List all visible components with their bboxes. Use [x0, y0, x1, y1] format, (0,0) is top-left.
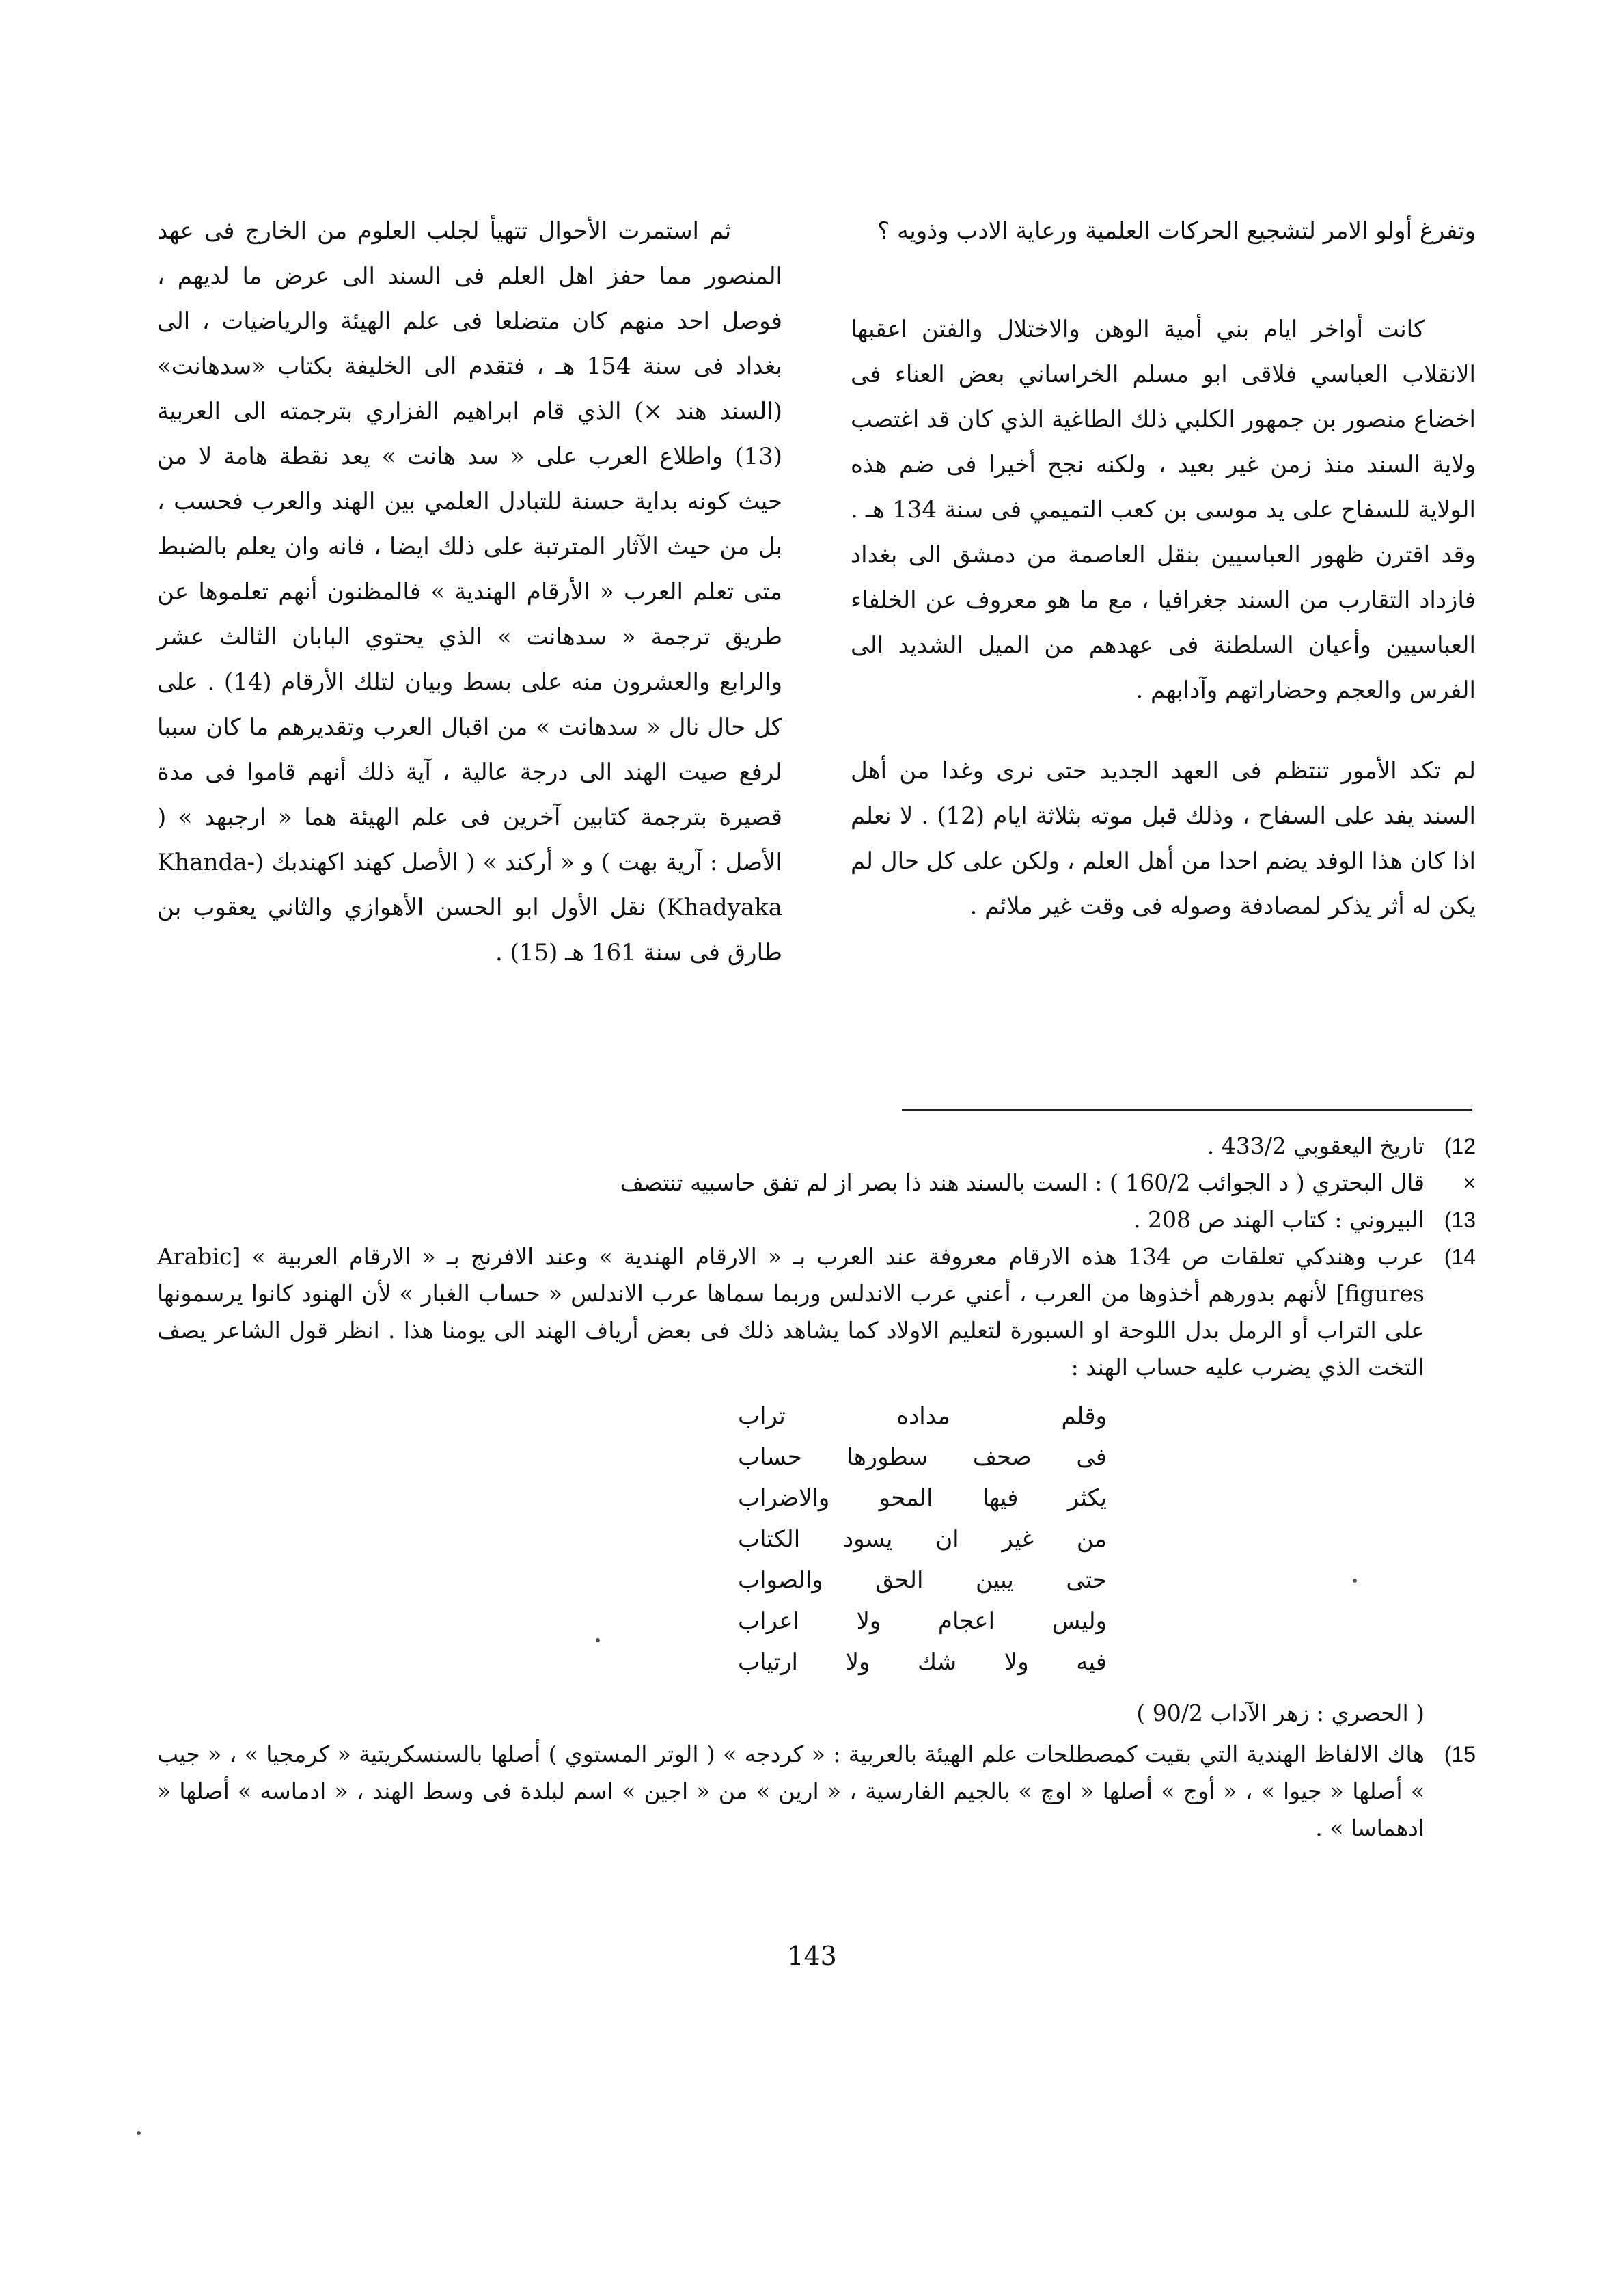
footnote-text: عرب وهندكي تعلقات ص 134 هذه الارقام معروفة عند العرب بـ « الارقام الهندية » وعند الافرنج بـ « الارقام العربية » [Arabic figures] لأنهم بدورهم أخذوها من العرب ، أعني عرب الاندلس وربما سماها عرب الاندلس « حساب الغبار » لأن الهنود كانوا يرسمونها على التراب أو الرمل بدل اللوحة او السبورة لتعليم الاولاد كما يشاهد ذلك فى بعض أرياف الهند الى يومنا هذا . انظر قول الشاعر يصف التخت الذي يضرب عليه حساب الهند :: [157, 1243, 1425, 1381]
footnote-number: 15): [1444, 1742, 1476, 1767]
poem-verse: حتى يبين الحق والصواب: [738, 1566, 1107, 1594]
footnote-text: هاك الالفاظ الهندية التي بقيت كمصطلحات علم الهيئة بالعربية : « كردجه » ( الوتر المستوي ) أصلها بالسنسكريتية « كرمجيا » ، « جيب » أصلها « جيوا » ، « أوج » أصلها « اوچ » بالجيم الفارسية ، « ارين » من « اجين » اسم لبلدة فى وسط الهند ، « ادماسه » أصلها « ادهماسا » .: [157, 1741, 1425, 1841]
paragraph-sidhanta-translation: ثم استمرت الأحوال تتهيأ لجلب العلوم من الخارج فى عهد المنصور مما حفز اهل العلم فى السند الى عرض ما لديهم ، فوصل احد منهم كان متضلعا فى علم الهيئة والرياضيات ، الى بغداد فى سنة 154 هـ ، فتقدم الى الخليفة بكتاب «سدهانت» (السند هند ×) الذي قام ابراهيم الفزاري بترجمته الى العربية (13) واطلاع العرب على « سد هانت » يعد نقطة هامة لا من حيث كونه بداية حسنة للتبادل العلمي بين الهند والعرب فحسب ، بل من حيث الآثار المترتبة على ذلك ايضا ، فانه وان يعلم بالضبط متى تعلم العرب « الأرقام الهندية » فالمظنون أنهم تعلموها عن طريق ترجمة « سدهانت » الذي يحتوي البابان الثالث عشر والرابع والعشرون منه على بسط وبيان لتلك الأرقام (14) . على كل حال نال « سدهانت » من اقبال العرب وتقديرهم ما كان سببا لرفع صيت الهند الى درجة عالية ، آية ذلك أنهم قاموا فى مدة قصيرة بترجمة كتابين آخرين فى علم الهيئة هما « ارجبهد » ( الأصل : آرية بهت ) و « أركند » ( الأصل كهند اكهندبك (Khanda-Khadyaka) نقل الأول ابو الحسن الأهوازي والثاني يعقوب بن طارق فى سنة 161 هـ (15) .: [157, 217, 782, 966]
paragraph-abbasid-revolution: كانت أواخر ايام بني أمية الوهن والاختلال والفتن اعقبها الانقلاب العباسي فلاقى ابو مسلم الخراساني بعض العناء فى اخضاع منصور بن جمهور الكلبي ذلك الطاغية الذي كان قد اغتصب ولاية السند منذ زمن غير بعيد ، ولكنه نجح أخيرا فى ضم هذه الولاية للسفاح على يد موسى بن كعب التميمي فى سنة 134 هـ . وقد اقترن ظهور العباسيين بنقل العاصمة من دمشق الى بغداد فازداد التقارب من السند جغرافيا ، مع ما هو معروف عن الخلفاء العباسيين وأعيان السلطنة فى عهدهم من الميل الشديد الى الفرس والعجم وحضاراتهم وآدابهم .: [851, 316, 1476, 704]
footnote-13: [157, 1201, 1476, 1238]
footnote-cross: [157, 1165, 1476, 1201]
footnote-12: [157, 1128, 1476, 1165]
right-text-column: [851, 208, 1476, 929]
left-text-column: [157, 208, 782, 975]
footnote-text: قال البحتري ( د الجوائب 160/2 ) : الست بالسند هند ذا بصر از لم تفق حاسبيه تنتصف: [620, 1169, 1425, 1196]
footnote-number: 12): [1444, 1134, 1476, 1158]
scan-speck: [596, 1638, 600, 1642]
footnote-15: [157, 1736, 1476, 1847]
footnote-number: 14): [1444, 1245, 1476, 1269]
poem-block: [157, 1396, 1476, 1683]
footnote-text: تاريخ اليعقوبي 433/2 .: [1207, 1132, 1425, 1159]
page-number: 143: [787, 1941, 837, 1971]
poem-verse: وليس اعجام ولا اعراب: [738, 1607, 1107, 1635]
footnote-text: البيروني : كتاب الهند ص 208 .: [1133, 1206, 1425, 1233]
footnote-14: [157, 1238, 1476, 1386]
poem-verse: وقلم مداده تراب: [738, 1402, 1107, 1430]
footnote-separator: [902, 1109, 1472, 1111]
scan-speck: [1353, 1579, 1357, 1583]
paragraph-intro-end: وتفرغ أولو الامر لتشجيع الحركات العلمية ورعاية الادب وذويه ؟: [877, 217, 1476, 245]
poem-verse: من غير ان يسود الكتاب: [738, 1525, 1107, 1553]
footnotes-section: [157, 1128, 1476, 1847]
footnote-number: ×: [1463, 1171, 1476, 1195]
poem-verse: فيه ولا شك ولا ارتياب: [738, 1648, 1107, 1676]
poem-verse: يكثر فيها المحو والاضراب: [738, 1484, 1107, 1512]
paragraph-sind-delegation: لم تكد الأمور تنتظم فى العهد الجديد حتى نرى وغدا من أهل السند يفد على السفاح ، وذلك قبل موته بثلاثة ايام (12) . لا نعلم اذا كان هذا الوفد يضم احدا من أهل العلم ، ولكن على كل حال لم يكن له أثر يذكر لمصادفة وصوله فى وقت غير ملائم .: [851, 757, 1476, 920]
footnote-number: 13): [1444, 1208, 1476, 1232]
poem-verse: فى صحف سطورها حساب: [738, 1443, 1107, 1471]
poem-source-citation: ( الحصري : زهر الآداب 90/2 ): [1136, 1700, 1425, 1726]
scan-speck: [137, 2131, 141, 2135]
